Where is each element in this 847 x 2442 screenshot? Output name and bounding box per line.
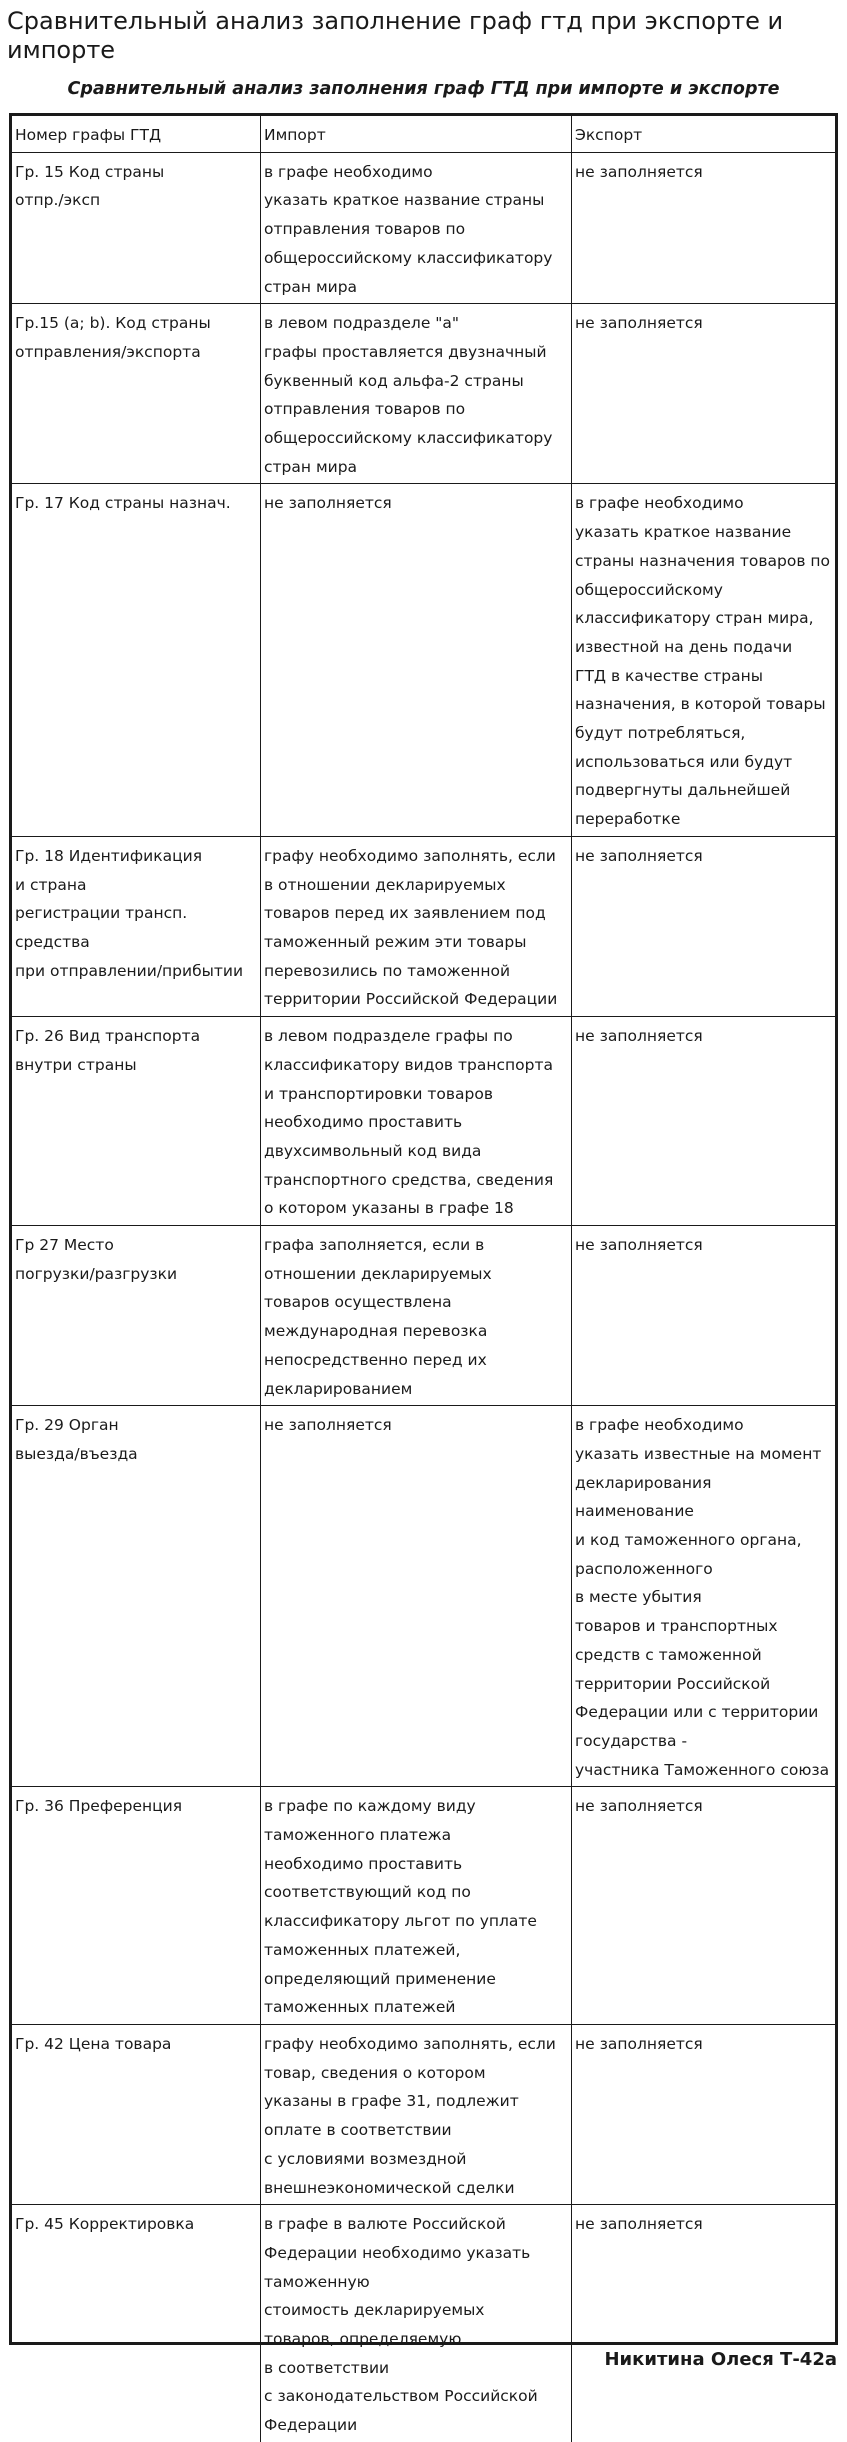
author-signature: Никитина Олеся Т-42а [604, 2349, 837, 2370]
comparison-table [12, 116, 835, 2442]
cell-graph: Гр. 29 Орган выезда/въезда [12, 1406, 261, 1787]
cell-graph: Гр. 42 Цена товара [12, 2025, 261, 2205]
cell-graph: Гр 27 Место погрузки/разгрузки [12, 1226, 261, 1406]
cell-import: не заполняется [261, 1406, 572, 1787]
cell-export: не заполняется [572, 1787, 836, 2025]
cell-import: в графе в валюте Российской Федерации необходимо указать таможенную стоимость декларируемых товаров, определяемую в соответствии с законодательством Российской Федерации [261, 2205, 572, 2442]
cell-import: в левом подразделе графы по классификатору видов транспорта и транспортировки товаров необходимо проставить двухсимвольный код вида транспортного средства, сведения о котором указаны в графе 18 [261, 1017, 572, 1226]
header-import: Импорт [261, 116, 572, 152]
cell-export: не заполняется [572, 836, 836, 1016]
table-row [12, 1787, 835, 2025]
cell-export: не заполняется [572, 1017, 836, 1226]
header-export: Экспорт [572, 116, 836, 152]
cell-export: в графе необходимо указать краткое название страны назначения товаров по общероссийскому классификатору стран мира, известной на день подачи ГТД в качестве страны назначения, в которой товары будут потребляться, использоваться или будут подвергнуты дальнейшей переработке [572, 484, 836, 836]
table-row [12, 1017, 835, 1226]
cell-graph: Гр. 36 Преференция [12, 1787, 261, 2025]
header-graph-number: Номер графы ГТД [12, 116, 261, 152]
table-row [12, 1406, 835, 1787]
cell-graph: Гр. 15 Код страны отпр./эксп [12, 152, 261, 304]
cell-import: в левом подразделе "а" графы проставляется двузначный буквенный код альфа-2 страны отправления товаров по общероссийскому классификатору стран мира [261, 304, 572, 484]
cell-import: графа заполняется, если в отношении декларируемых товаров осуществлена международная перевозка непосредственно перед их декларированием [261, 1226, 572, 1406]
table-row [12, 1226, 835, 1406]
table-row [12, 152, 835, 304]
cell-graph: Гр. 45 Корректировка [12, 2205, 261, 2442]
cell-graph: Гр. 18 Идентификация и страна регистрации трансп. средства при отправлении/прибытии [12, 836, 261, 1016]
table-caption: Сравнительный анализ заполнения граф ГТД при импорте и экспорте [67, 79, 780, 99]
cell-graph: Гр. 17 Код страны назнач. [12, 484, 261, 836]
table-row [12, 304, 835, 484]
cell-export: не заполняется [572, 2205, 836, 2442]
cell-export: не заполняется [572, 304, 836, 484]
cell-import: в графе по каждому виду таможенного платежа необходимо проставить соответствующий код по классификатору льгот по уплате таможенных платежей, определяющий применение таможенных платежей [261, 1787, 572, 2025]
cell-export: не заполняется [572, 1226, 836, 1406]
page-title: Сравнительный анализ заполнение граф гтд при экспорте и импорте [7, 7, 784, 64]
table-row [12, 836, 835, 1016]
cell-import: в графе необходимо указать краткое название страны отправления товаров по общероссийскому классификатору стран мира [261, 152, 572, 304]
table-row [12, 2205, 835, 2442]
cell-import: графу необходимо заполнять, если в отношении декларируемых товаров перед их заявлением под таможенный режим эти товары перевозились по таможенной территории Российской Федерации [261, 836, 572, 1016]
cell-graph: Гр.15 (а; b). Код страны отправления/экспорта [12, 304, 261, 484]
cell-export: не заполняется [572, 2025, 836, 2205]
cell-graph: Гр. 26 Вид транспорта внутри страны [12, 1017, 261, 1226]
cell-export: не заполняется [572, 152, 836, 304]
cell-import: не заполняется [261, 484, 572, 836]
table-header-row [12, 116, 835, 152]
cell-import: графу необходимо заполнять, если товар, сведения о котором указаны в графе 31, подлежит оплате в соответствии с условиями возмездной внешнеэкономической сделки [261, 2025, 572, 2205]
table-row [12, 484, 835, 836]
table-row [12, 2025, 835, 2205]
cell-export: в графе необходимо указать известные на момент декларирования наименование и код таможенного органа, расположенного в месте убытия товаров и транспортных средств с таможенной территории Российской Федерации или с территории государства - участника Таможенного союза [572, 1406, 836, 1787]
